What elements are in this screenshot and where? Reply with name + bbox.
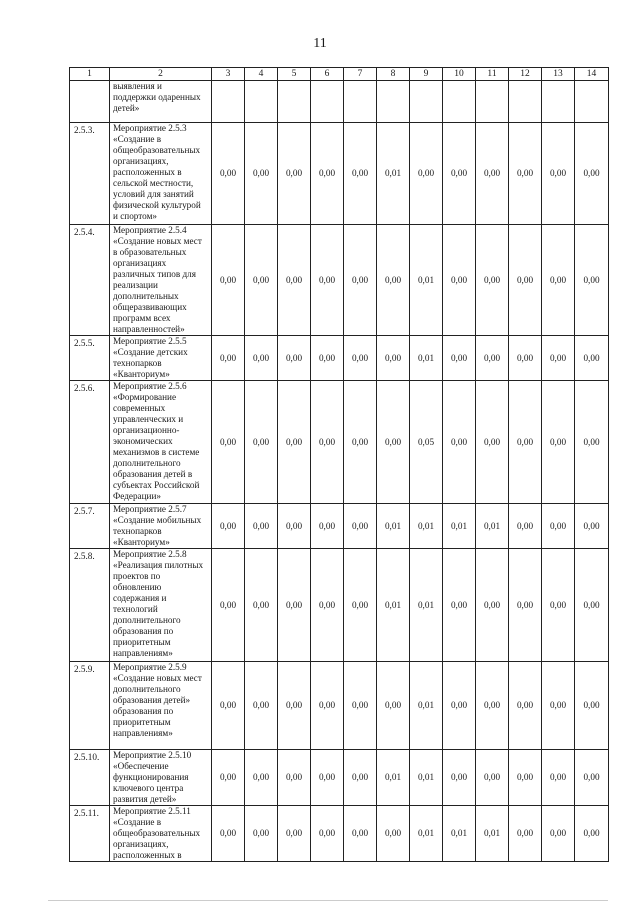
row-name-line: функционирования <box>113 772 189 782</box>
row-name-line: Мероприятие 2.5.4 <box>113 225 187 235</box>
row-name-line: программ всех <box>113 313 171 323</box>
row-name-line: реализации <box>113 280 158 290</box>
table-row <box>70 123 609 225</box>
value-cell: 0,00 <box>344 806 377 862</box>
value-cell: 0,00 <box>245 336 278 381</box>
value-cell: 0,00 <box>311 381 344 504</box>
value-cell: 0,00 <box>443 381 476 504</box>
row-name <box>110 504 212 549</box>
value-cell: 0,00 <box>377 225 410 336</box>
value-cell: 0,00 <box>575 336 609 381</box>
value-cell: 0,01 <box>410 806 443 862</box>
value-cell: 0,00 <box>245 806 278 862</box>
value-cell: 0,00 <box>575 381 609 504</box>
row-name-line: дополнительного <box>113 684 181 694</box>
value-cell: 0,00 <box>542 336 575 381</box>
value-cell: 0,01 <box>377 504 410 549</box>
value-cell: 0,00 <box>575 806 609 862</box>
value-cell: 0,01 <box>410 549 443 662</box>
row-name-line: поддержки одаренных <box>113 92 201 102</box>
row-name-line: организационно- <box>113 425 180 435</box>
value-cell: 0,00 <box>575 549 609 662</box>
column-header: 1 <box>70 68 110 81</box>
column-header: 11 <box>476 68 509 81</box>
row-name-line: Мероприятие 2.5.8 <box>113 549 187 559</box>
row-name-line: технопарков <box>113 358 162 368</box>
value-cell: 0,00 <box>476 750 509 806</box>
row-name <box>110 336 212 381</box>
value-cell <box>476 81 509 123</box>
row-name-line: технопарков <box>113 526 162 536</box>
value-cell: 0,00 <box>443 336 476 381</box>
column-header: 14 <box>575 68 609 81</box>
row-code: 2.5.11. <box>70 806 110 862</box>
page-number: 11 <box>313 36 327 51</box>
value-cell: 0,00 <box>311 504 344 549</box>
table-row <box>70 336 609 381</box>
value-cell <box>443 81 476 123</box>
value-cell: 0,00 <box>542 504 575 549</box>
value-cell: 0,00 <box>344 750 377 806</box>
value-cell: 0,00 <box>443 123 476 225</box>
value-cell: 0,00 <box>575 750 609 806</box>
value-cell: 0,00 <box>278 750 311 806</box>
value-cell: 0,00 <box>542 806 575 862</box>
table-row <box>70 549 609 662</box>
value-cell: 0,00 <box>476 662 509 750</box>
row-name-line: «Реализация пилотных <box>113 560 204 570</box>
column-header: 7 <box>344 68 377 81</box>
value-cell: 0,01 <box>377 123 410 225</box>
row-code: 2.5.8. <box>70 549 110 662</box>
table-row <box>70 81 609 123</box>
data-table <box>69 67 609 862</box>
row-name-line: механизмов в системе <box>113 447 200 457</box>
row-name-line: общеобразовательных <box>113 145 201 155</box>
value-cell: 0,00 <box>245 504 278 549</box>
row-name-line: дополнительных <box>113 291 179 301</box>
row-name-line: приоритетным <box>113 637 171 647</box>
value-cell: 0,00 <box>443 750 476 806</box>
row-name-line: направлениям» <box>113 728 173 738</box>
page-edge-line <box>48 900 608 901</box>
table-row <box>70 225 609 336</box>
value-cell: 0,00 <box>311 662 344 750</box>
value-cell: 0,01 <box>410 225 443 336</box>
value-cell: 0,00 <box>575 662 609 750</box>
row-name-line: «Создание в <box>113 134 162 144</box>
value-cell: 0,00 <box>212 662 245 750</box>
row-code: 2.5.7. <box>70 504 110 549</box>
value-cell: 0,00 <box>476 549 509 662</box>
value-cell: 0,01 <box>443 504 476 549</box>
row-name-line: Мероприятие 2.5.9 <box>113 662 187 672</box>
value-cell: 0,00 <box>476 336 509 381</box>
row-name-line: организациях, <box>113 839 169 849</box>
row-name-line: образования детей» <box>113 695 191 705</box>
table-row <box>70 806 609 862</box>
row-name-line: «Формирование <box>113 392 177 402</box>
value-cell <box>311 81 344 123</box>
column-header: 4 <box>245 68 278 81</box>
value-cell: 0,00 <box>344 381 377 504</box>
row-name <box>110 549 212 662</box>
value-cell: 0,00 <box>509 806 542 862</box>
row-name-line: в образовательных <box>113 247 187 257</box>
table-row <box>70 504 609 549</box>
column-header: 10 <box>443 68 476 81</box>
value-cell: 0,01 <box>410 662 443 750</box>
row-name-line: дополнительного <box>113 615 181 625</box>
value-cell: 0,00 <box>344 662 377 750</box>
row-code: 2.5.10. <box>70 750 110 806</box>
row-name-line: содержания и <box>113 593 167 603</box>
value-cell: 0,00 <box>344 225 377 336</box>
column-header: 6 <box>311 68 344 81</box>
value-cell: 0,00 <box>212 336 245 381</box>
row-name-line: различных типов для <box>113 269 196 279</box>
row-name-line: расположенных в <box>113 167 182 177</box>
value-cell <box>410 81 443 123</box>
value-cell: 0,00 <box>311 225 344 336</box>
row-name <box>110 225 212 336</box>
row-name-line: развития детей» <box>113 794 177 804</box>
row-name-line: сельской местности, <box>113 178 194 188</box>
row-code <box>70 81 110 123</box>
value-cell <box>509 81 542 123</box>
row-name-line: Мероприятие 2.5.3 <box>113 123 187 133</box>
value-cell <box>377 81 410 123</box>
value-cell: 0,00 <box>509 662 542 750</box>
value-cell <box>245 81 278 123</box>
value-cell: 0,00 <box>278 504 311 549</box>
value-cell: 0,00 <box>542 750 575 806</box>
value-cell <box>575 81 609 123</box>
row-name-line: образования по <box>113 706 174 716</box>
column-header: 13 <box>542 68 575 81</box>
value-cell: 0,00 <box>542 381 575 504</box>
row-name-line: субъектах Российской <box>113 480 200 490</box>
value-cell: 0,00 <box>443 549 476 662</box>
value-cell: 0,00 <box>311 549 344 662</box>
value-cell: 0,00 <box>212 381 245 504</box>
value-cell: 0,00 <box>377 662 410 750</box>
value-cell: 0,00 <box>509 336 542 381</box>
row-name-line: расположенных в <box>113 850 182 860</box>
table-row <box>70 750 609 806</box>
value-cell: 0,00 <box>212 806 245 862</box>
row-name-line: организациях <box>113 258 167 268</box>
value-cell: 0,05 <box>410 381 443 504</box>
value-cell: 0,00 <box>245 225 278 336</box>
row-name-line: Мероприятие 2.5.10 <box>113 750 192 760</box>
value-cell: 0,00 <box>377 381 410 504</box>
value-cell: 0,00 <box>377 806 410 862</box>
value-cell: 0,00 <box>542 549 575 662</box>
value-cell <box>542 81 575 123</box>
value-cell: 0,01 <box>476 806 509 862</box>
row-code: 2.5.9. <box>70 662 110 750</box>
row-name-line: условий для занятий <box>113 189 194 199</box>
value-cell: 0,00 <box>509 549 542 662</box>
value-cell: 0,00 <box>278 381 311 504</box>
row-name-line: экономических <box>113 436 173 446</box>
value-cell: 0,00 <box>278 336 311 381</box>
value-cell: 0,00 <box>311 750 344 806</box>
row-name-line: Мероприятие 2.5.6 <box>113 381 187 391</box>
value-cell: 0,01 <box>377 750 410 806</box>
value-cell: 0,00 <box>311 806 344 862</box>
value-cell: 0,00 <box>344 504 377 549</box>
column-header: 9 <box>410 68 443 81</box>
value-cell: 0,00 <box>212 750 245 806</box>
value-cell: 0,00 <box>509 504 542 549</box>
table-row <box>70 381 609 504</box>
row-name-line: направлениям» <box>113 648 173 658</box>
column-header: 5 <box>278 68 311 81</box>
value-cell: 0,01 <box>476 504 509 549</box>
row-name-line: приоритетным <box>113 717 171 727</box>
value-cell: 0,00 <box>245 662 278 750</box>
value-cell: 0,00 <box>575 225 609 336</box>
row-name-line: ключевого центра <box>113 783 184 793</box>
value-cell: 0,00 <box>443 662 476 750</box>
value-cell: 0,00 <box>278 549 311 662</box>
column-header: 12 <box>509 68 542 81</box>
row-name-line: образования детей в <box>113 469 193 479</box>
value-cell: 0,00 <box>278 225 311 336</box>
value-cell: 0,00 <box>278 662 311 750</box>
row-name-line: детей» <box>113 103 140 113</box>
value-cell: 0,00 <box>542 123 575 225</box>
value-cell: 0,00 <box>377 336 410 381</box>
value-cell: 0,00 <box>344 123 377 225</box>
row-name-line: «Создание в <box>113 817 162 827</box>
value-cell <box>344 81 377 123</box>
row-name-line: дополнительного <box>113 458 181 468</box>
row-name <box>110 750 212 806</box>
row-name-line: управленческих и <box>113 414 184 424</box>
row-name-line: направленностей» <box>113 324 185 334</box>
row-name-line: общеобразовательных <box>113 828 201 838</box>
row-code: 2.5.3. <box>70 123 110 225</box>
row-name-line: «Создание мобильных <box>113 515 202 525</box>
value-cell: 0,00 <box>278 123 311 225</box>
row-name-line: выявления и <box>113 81 162 91</box>
value-cell: 0,00 <box>212 123 245 225</box>
row-name-line: обновлению <box>113 582 162 592</box>
row-code: 2.5.5. <box>70 336 110 381</box>
row-name-line: образования по <box>113 626 174 636</box>
value-cell: 0,00 <box>410 123 443 225</box>
row-name-line: «Кванториум» <box>113 369 170 379</box>
value-cell: 0,00 <box>476 225 509 336</box>
value-cell: 0,00 <box>245 549 278 662</box>
row-name <box>110 381 212 504</box>
row-name <box>110 81 212 123</box>
value-cell: 0,00 <box>476 123 509 225</box>
row-name-line: Федерации» <box>113 491 161 501</box>
row-name-line: Мероприятие 2.5.5 <box>113 336 187 346</box>
value-cell: 0,01 <box>410 504 443 549</box>
row-code: 2.5.6. <box>70 381 110 504</box>
value-cell: 0,01 <box>410 336 443 381</box>
value-cell: 0,00 <box>509 225 542 336</box>
header-row <box>70 68 609 81</box>
value-cell: 0,00 <box>278 806 311 862</box>
value-cell: 0,00 <box>245 750 278 806</box>
value-cell: 0,01 <box>410 750 443 806</box>
row-name <box>110 806 212 862</box>
row-name-line: «Создание новых мест <box>113 673 202 683</box>
value-cell: 0,00 <box>542 225 575 336</box>
row-name-line: общеразвивающих <box>113 302 187 312</box>
value-cell: 0,00 <box>245 123 278 225</box>
value-cell <box>212 81 245 123</box>
value-cell: 0,00 <box>443 225 476 336</box>
row-name-line: современных <box>113 403 166 413</box>
row-name-line: Мероприятие 2.5.11 <box>113 806 191 816</box>
row-name-line: и спортом» <box>113 211 157 221</box>
row-name-line: «Кванториум» <box>113 537 170 547</box>
value-cell: 0,00 <box>212 504 245 549</box>
column-header: 3 <box>212 68 245 81</box>
row-name-line: проектов по <box>113 571 161 581</box>
value-cell: 0,00 <box>509 750 542 806</box>
value-cell <box>278 81 311 123</box>
row-name <box>110 662 212 750</box>
value-cell: 0,00 <box>509 123 542 225</box>
table-row <box>70 662 609 750</box>
column-header: 8 <box>377 68 410 81</box>
value-cell: 0,00 <box>311 336 344 381</box>
value-cell: 0,01 <box>377 549 410 662</box>
value-cell: 0,00 <box>245 381 278 504</box>
value-cell: 0,00 <box>212 225 245 336</box>
row-name-line: организациях, <box>113 156 169 166</box>
value-cell: 0,00 <box>509 381 542 504</box>
value-cell: 0,00 <box>575 504 609 549</box>
column-header: 2 <box>110 68 212 81</box>
value-cell: 0,00 <box>476 381 509 504</box>
row-name-line: физической культурой <box>113 200 201 210</box>
value-cell: 0,00 <box>344 549 377 662</box>
value-cell: 0,00 <box>344 336 377 381</box>
value-cell: 0,00 <box>212 549 245 662</box>
row-code: 2.5.4. <box>70 225 110 336</box>
row-name-line: «Создание новых мест <box>113 236 202 246</box>
row-name-line: Мероприятие 2.5.7 <box>113 504 187 514</box>
row-name-line: технологий <box>113 604 158 614</box>
value-cell: 0,00 <box>575 123 609 225</box>
value-cell: 0,01 <box>443 806 476 862</box>
row-name-line: «Обеспечение <box>113 761 169 771</box>
value-cell: 0,00 <box>542 662 575 750</box>
row-name <box>110 123 212 225</box>
row-name-line: «Создание детских <box>113 347 188 357</box>
value-cell: 0,00 <box>311 123 344 225</box>
